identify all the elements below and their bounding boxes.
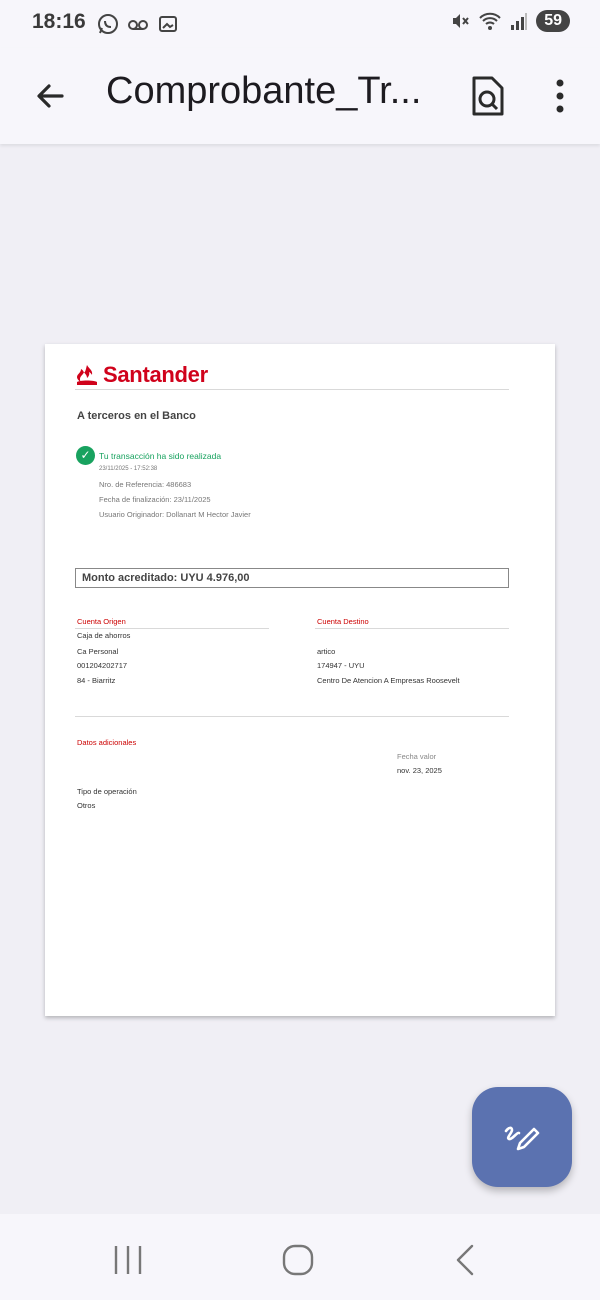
edit-sign-icon (502, 1117, 542, 1157)
origin-line: Ca Personal (77, 647, 119, 656)
santander-logo (75, 362, 208, 388)
mute-icon (450, 11, 470, 31)
app-bar (0, 48, 600, 144)
status-message: Tu transacción ha sido realizada (99, 451, 222, 461)
additional-label: Datos adicionales (77, 738, 137, 747)
finalization-date: Fecha de finalización: 23/11/2025 (99, 495, 211, 504)
divider (75, 389, 509, 390)
wifi-icon (478, 11, 502, 31)
gallery-icon (156, 12, 180, 36)
recents-icon[interactable] (108, 1242, 148, 1278)
flame-icon (75, 363, 99, 387)
divider (75, 628, 269, 629)
more-vert-icon[interactable] (542, 72, 578, 120)
notification-icons (96, 12, 180, 36)
document-title: Comprobante_Tr... (106, 70, 422, 112)
signal-icon (510, 11, 528, 31)
brand-name: Santander (103, 362, 208, 387)
amount-box: Monto acreditado: UYU 4.976,00 (75, 568, 509, 588)
status-time: 18:16 (32, 10, 86, 33)
origin-line: 84 - Biarritz (77, 676, 116, 685)
value-date: nov. 23, 2025 (397, 766, 442, 775)
navigation-bar (0, 1214, 600, 1300)
battery-indicator: 59 (536, 10, 570, 32)
op-type-value: Otros (77, 801, 96, 810)
reference-number: Nro. de Referencia: 486683 (99, 480, 192, 489)
back-arrow-icon[interactable] (28, 74, 72, 118)
success-check-icon: ✓ (76, 446, 95, 465)
status-bar (0, 0, 600, 48)
originator: Usuario Originador: Dollanart M Hector Javier (99, 510, 251, 519)
back-icon[interactable] (448, 1240, 484, 1280)
whatsapp-icon (96, 12, 120, 36)
destination-label: Cuenta Destino (317, 617, 369, 626)
document-page (45, 344, 555, 1016)
voicemail-icon (126, 12, 150, 36)
value-date-label: Fecha valor (397, 752, 437, 761)
divider (315, 628, 509, 629)
document-search-icon[interactable] (464, 72, 510, 120)
origin-label: Cuenta Origen (77, 617, 126, 626)
origin-line: 001204202717 (77, 661, 128, 670)
section-title: A terceros en el Banco (77, 410, 196, 422)
destination-line: 174947 - UYU (317, 661, 365, 670)
destination-line: Centro De Atencion A Empresas Roosevelt (317, 676, 460, 685)
destination-line: artico (317, 647, 336, 656)
divider (75, 716, 509, 717)
edit-sign-button[interactable] (472, 1087, 572, 1187)
origin-line: Caja de ahorros (77, 631, 131, 640)
home-icon[interactable] (278, 1240, 318, 1280)
op-type-label: Tipo de operación (77, 787, 137, 796)
system-icons (450, 10, 570, 32)
timestamp: 23/11/2025 - 17:52:38 (99, 466, 158, 472)
